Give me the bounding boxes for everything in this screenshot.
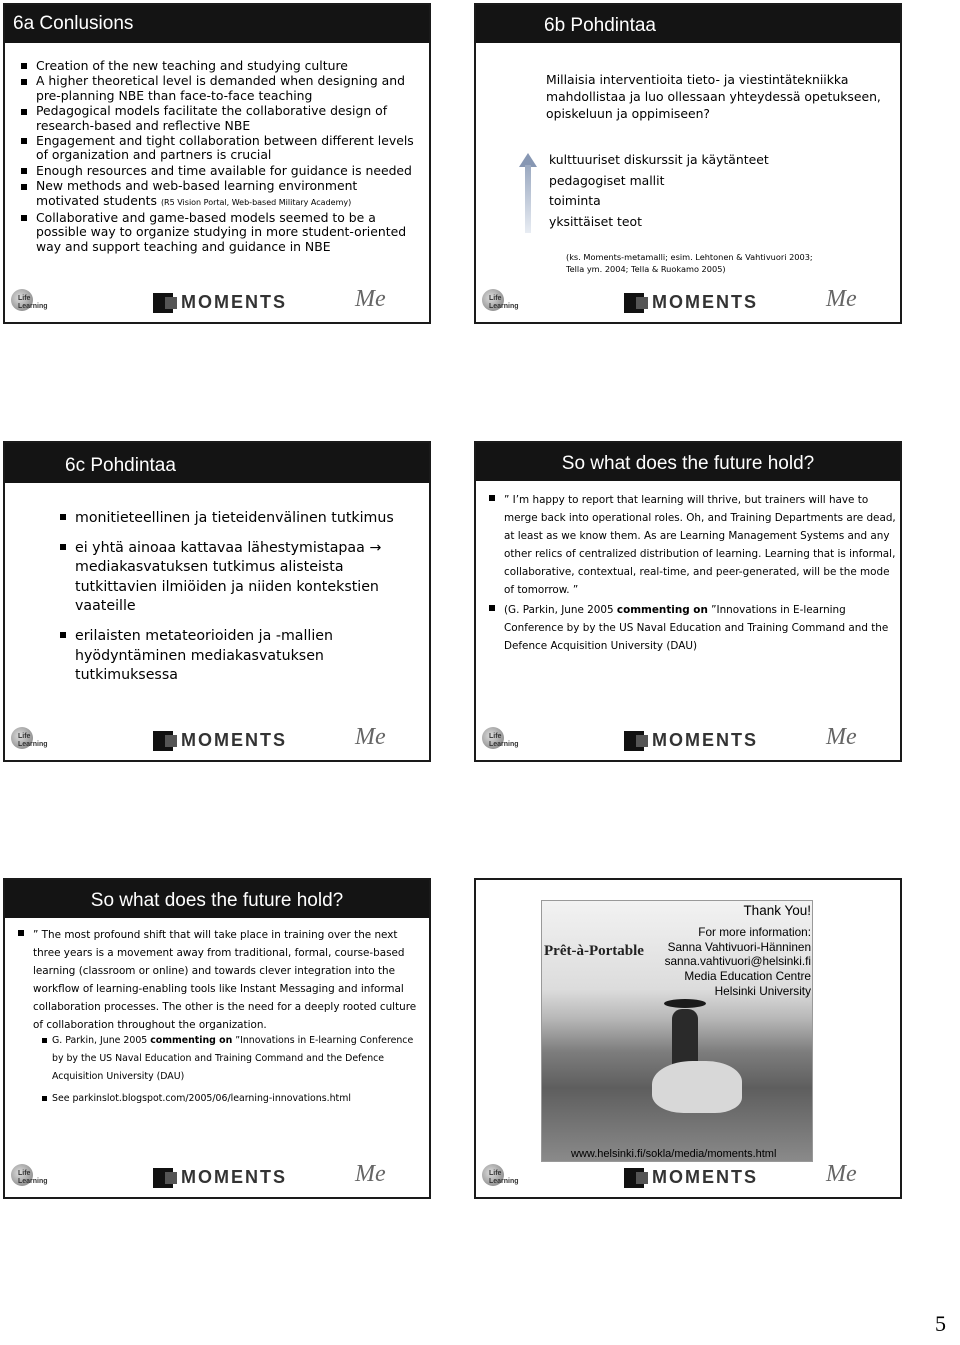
rider-shape [672,1009,698,1069]
contact-line: For more information: [698,924,811,939]
sub-bullet-list [42,1032,422,1109]
citation-text: G. Parkin, June 2005 [52,1035,151,1046]
life-learning-logo: Life Learning [482,1164,522,1192]
website-link[interactable]: www.helsinki.fi/sokla/media/moments.html [571,1148,777,1160]
slide-footer: Life Learning MOMENTS Me [5,724,429,760]
life-learning-logo: Life Learning [11,289,51,317]
citation-text: ”Innovations in E-learning Conference by by the US Naval Education and Training Command and the Defence Acquisition University (DAU) [504,604,889,652]
level-item: yksittäiset teot [549,213,642,229]
reference-line: (ks. Moments-metamalli; esim. Lehtonen & Vahtivuori 2003; [566,252,813,262]
slide-thank-you [474,878,902,1199]
quote-item: ” The most profound shift that will take place in training over the next three years is a movement away from traditional, formal, course-based learning (classroom or online) and towards clever integration into the workflow of learning-enabling tools like Instant Messaging and informal collaboration processes. The other is the need for a deeply rooted culture of collaboration throughout the organization. [15,926,425,1034]
bullet-small-note: (R5 Vision Portal, Web-based Military Academy) [160,197,352,207]
contact-line: Media Education Centre [684,969,811,984]
bullet-item: Creation of the new teaching and studying culture [18,59,418,73]
reference [566,251,866,275]
citation-bold: commenting on [616,604,708,616]
contact-email[interactable]: sanna.vahtivuori@helsinki.fi [664,954,811,969]
bullet-item [18,179,418,210]
level-list [549,150,769,232]
citation-bold: commenting on [150,1035,233,1046]
slide-footer: Life Learning MOMENTS Me [476,724,900,760]
slide-title: 6b Pohdintaa [544,15,656,36]
contact-name: Sanna Vahtivuori-Hänninen [667,939,811,954]
hat-shape [664,999,706,1008]
bullet-item: erilaisten metateorioiden ja -mallien hyödyntäminen mediakasvatuksen tutkimuksessa [57,627,417,686]
citation-text: (G. Parkin, June 2005 [504,604,617,616]
slide-title-bar [476,5,900,43]
slide-title-bar [476,443,900,481]
photo-brand-text: Prêt-à-Portable [544,943,644,959]
slide-title: So what does the future hold? [90,890,344,911]
horse-shape [652,1061,742,1113]
bullet-item: monitieteellinen ja tieteidenvälinen tutkimus [57,509,417,529]
slide-future-2 [3,878,431,1199]
level-item: toiminta [549,193,601,208]
me-logo: Me [826,724,857,750]
bullet-item: ei yhtä ainoaa kattavaa lähestymistapaa → mediakasvatuksen tutkimus alisteista tutkittavien ilmiöiden ja niiden kontekstien vaateille [57,539,417,617]
bullet-item: Pedagogical models facilitate the collaborative design of research-based and reflective NBE [18,104,418,133]
quote-item: ” I’m happy to report that learning will thrive, but trainers will have to merge back into operational roles. Oh, and Training Departments are dead, at least as we know them. As are Learning Management Systems and any other relics of centralized distribution of learning. Learning that is informal, collaborative, contextual, real-time, and peer-generated, will be the mode of tomorrow. ” [486,491,896,599]
life-learning-logo: Life Learning [482,289,522,317]
me-logo: Me [826,286,857,312]
slide-title-bar [5,880,429,918]
slide-future-1 [474,441,902,762]
blog-link[interactable]: See parkinslot.blogspot.com/2005/06/learning-innovations.html [42,1090,422,1108]
intro-question: Millaisia interventioita tieto- ja viestintätekniikka mahdollistaa ja luo ollessaan yhteydessä opetukseen, opiskeluun ja oppimiseen? [546,72,881,121]
slide-6a [3,3,431,324]
bullet-list [15,926,425,1034]
slide-title-bar [5,5,429,43]
bullet-list [57,509,417,696]
citation-item [486,601,896,655]
level-item: kulttuuriset diskurssit ja käytänteet [549,152,769,167]
bullet-item: Enough resources and time available for guidance is needed [18,164,418,178]
slide-footer: Life Learning MOMENTS Me [476,1161,900,1197]
slide-title: 6a Conlusions [13,13,134,34]
life-learning-logo: Life Learning [482,727,522,755]
up-arrow-icon [523,153,533,233]
me-logo: Me [355,286,386,312]
life-learning-logo: Life Learning [11,1164,51,1192]
citation-text: ”Innovations in E-learning Conference by by the US Naval Education and Training Command and the Defence Acquisition University (DAU) [52,1035,414,1082]
life-learning-logo: Life Learning [11,727,51,755]
bullet-item: Engagement and tight collaboration between different levels of organization and partners is crucial [18,134,418,163]
slide-6b [474,3,902,324]
slide-footer: Life Learning MOMENTS Me [476,286,900,322]
reference-line: Tella ym. 2004; Tella & Ruokamo 2005) [566,264,726,274]
slide-title-bar [5,443,429,483]
bullet-list [18,59,418,255]
page-number: 5 [935,1311,946,1336]
level-item: pedagogiset mallit [549,172,665,188]
slide-6c [3,441,431,762]
slide-title: So what does the future hold? [561,453,815,474]
contact-line: Helsinki University [714,983,811,998]
slide-title: 6c Pohdintaa [65,455,176,476]
slide-footer: Life Learning MOMENTS Me [5,286,429,322]
bullet-item: Collaborative and game-based models seemed to be a possible way to organize studying in more student-oriented way and support teaching and guidance in NBE [18,211,418,254]
bullet-text: New methods and web-based learning environment motivated students [36,178,358,208]
me-logo: Me [826,1161,857,1187]
me-logo: Me [355,724,386,750]
thank-you-heading: Thank You! [743,903,811,918]
me-logo: Me [355,1161,386,1187]
citation-item [42,1032,422,1086]
bullet-list [486,491,896,657]
contact-block [651,904,811,999]
bullet-item: A higher theoretical level is demanded when designing and pre-planning NBE than face-to-face teaching [18,74,418,103]
slide-footer: Life Learning MOMENTS Me [5,1161,429,1197]
